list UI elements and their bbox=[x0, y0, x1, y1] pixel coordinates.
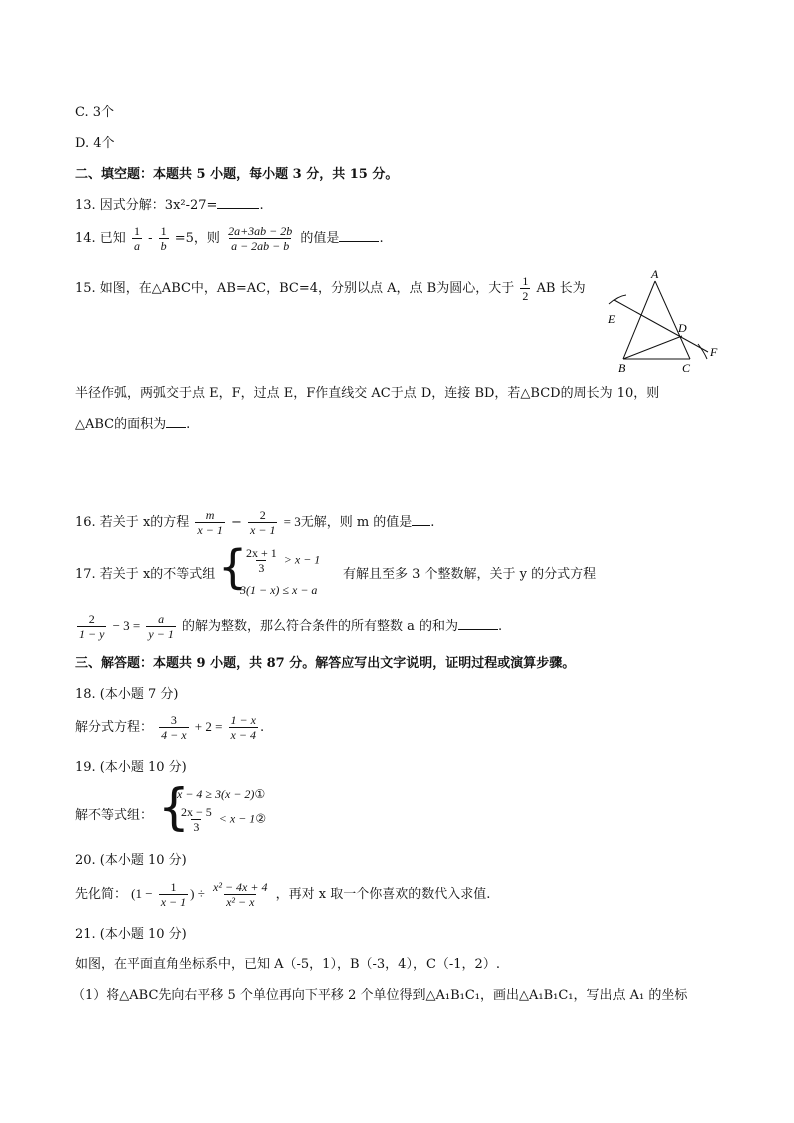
question-20-heading: 20. (本小题 10 分) bbox=[75, 853, 187, 868]
inequality-1: $\frac{2x + 1}{3}$ > x − 1 bbox=[246, 546, 321, 575]
fraction-one-half: $\frac{1}{2}$ bbox=[522, 274, 529, 303]
question-21-body: 如图，在平面直角坐标系中，已知 A（-5，1），B（-3，4），C（-1，2）. bbox=[75, 957, 500, 972]
answer-blank bbox=[458, 617, 498, 630]
question-15-line3: △ABC的面积为 . bbox=[75, 417, 191, 432]
question-18-heading: 18. (本小题 7 分) bbox=[75, 687, 179, 702]
system-brace: { bbox=[218, 540, 248, 594]
label-a: A bbox=[651, 267, 659, 281]
section-2-heading: 二、填空题：本题共 5 小题，每小题 3 分，共 15 分。 bbox=[75, 167, 399, 182]
answer-blank bbox=[166, 415, 186, 428]
option-d: D. 4个 bbox=[75, 136, 115, 151]
question-20-body: 先化简： (1 − $\frac{1}{x - 1}$ ) ÷ $\frac{\text{x² − 4x + 4}}{\text{x² − x}}$ ，再对 x 取一个你喜欢的数代入求值. bbox=[75, 880, 491, 909]
fraction-1-over-a: $\frac{1}{a}$ bbox=[133, 224, 140, 253]
question-17-suffix: 有解且至多 3 个整数解，关于 y 的分式方程 bbox=[343, 567, 597, 582]
question-17-line1: 17. 若关于 x的不等式组 bbox=[75, 567, 216, 582]
inequality-2: 3(1 − x) ≤ x − a bbox=[240, 583, 318, 597]
question-19-body: 解不等式组： bbox=[75, 808, 154, 823]
label-b: B bbox=[618, 361, 626, 375]
answer-blank bbox=[217, 196, 259, 209]
option-c: C. 3个 bbox=[75, 105, 115, 120]
label-f: F bbox=[710, 345, 718, 359]
question-14: 14. 已知 $\frac{1}{a}$ - $\frac{1}{b}$ =5，则 $\frac{2a+3ab - 2b}{a - 2ab - b}$ 的值是 . bbox=[75, 224, 384, 253]
system-brace: { bbox=[158, 778, 190, 836]
label-d: D bbox=[678, 321, 687, 335]
answer-blank bbox=[339, 229, 379, 242]
inequality-2: $\frac{2x - 5}{3}$ < x − 1② bbox=[181, 805, 267, 834]
fraction-expression: $\frac{2a+3ab - 2b}{a - 2ab - b}$ bbox=[228, 224, 293, 253]
question-15-line1: 15. 如图，在△ABC中，AB=AC，BC=4，分别以点 A，点 B为圆心，大于 $\frac{1}{2}$ AB 长为 bbox=[75, 274, 586, 303]
triangle-figure bbox=[600, 266, 730, 376]
section-3-heading: 三、解答题：本题共 9 小题，共 87 分。解答应写出文字说明，证明过程或演算步骤。 bbox=[75, 656, 576, 671]
question-16: 16. 若关于 x的方程 $\frac{m}{x - 1}$ − $\frac{2}{x - 1}$ = 3无解，则 m 的值是 . bbox=[75, 508, 435, 537]
label-c: C bbox=[682, 361, 691, 375]
answer-blank bbox=[412, 513, 430, 526]
question-21-part1: （1）将△ABC先向右平移 5 个单位再向下平移 2 个单位得到△A₁B₁C₁，画出△A₁B₁C₁，写出点 A₁ 的坐标 bbox=[72, 988, 688, 1003]
label-e: E bbox=[608, 312, 616, 326]
question-15-line2: 半径作弧，两弧交于点 E，F，过点 E，F作直线交 AC于点 D，连接 BD，若△BCD的周长为 10，则 bbox=[75, 386, 660, 401]
question-17-line2: $\frac{2}{1 - y}$ − 3 = $\frac{a}{y - 1}$ 的解为整数，那么符合条件的所有整数 a 的和为 . bbox=[79, 612, 503, 641]
fraction-1-over-b: $\frac{1}{b}$ bbox=[160, 224, 167, 253]
inequality-1: x − 4 ≥ 3(x − 2)① bbox=[177, 787, 266, 801]
question-13: 13. 因式分解：3x²-27= . bbox=[75, 198, 264, 213]
question-21-heading: 21. (本小题 10 分) bbox=[75, 927, 187, 942]
question-19-heading: 19. (本小题 10 分) bbox=[75, 760, 187, 775]
question-18-body: 解分式方程： $\frac{3}{4 - x}$ + 2 = $\frac{1 - x}{x - 4}$ . bbox=[75, 713, 265, 742]
